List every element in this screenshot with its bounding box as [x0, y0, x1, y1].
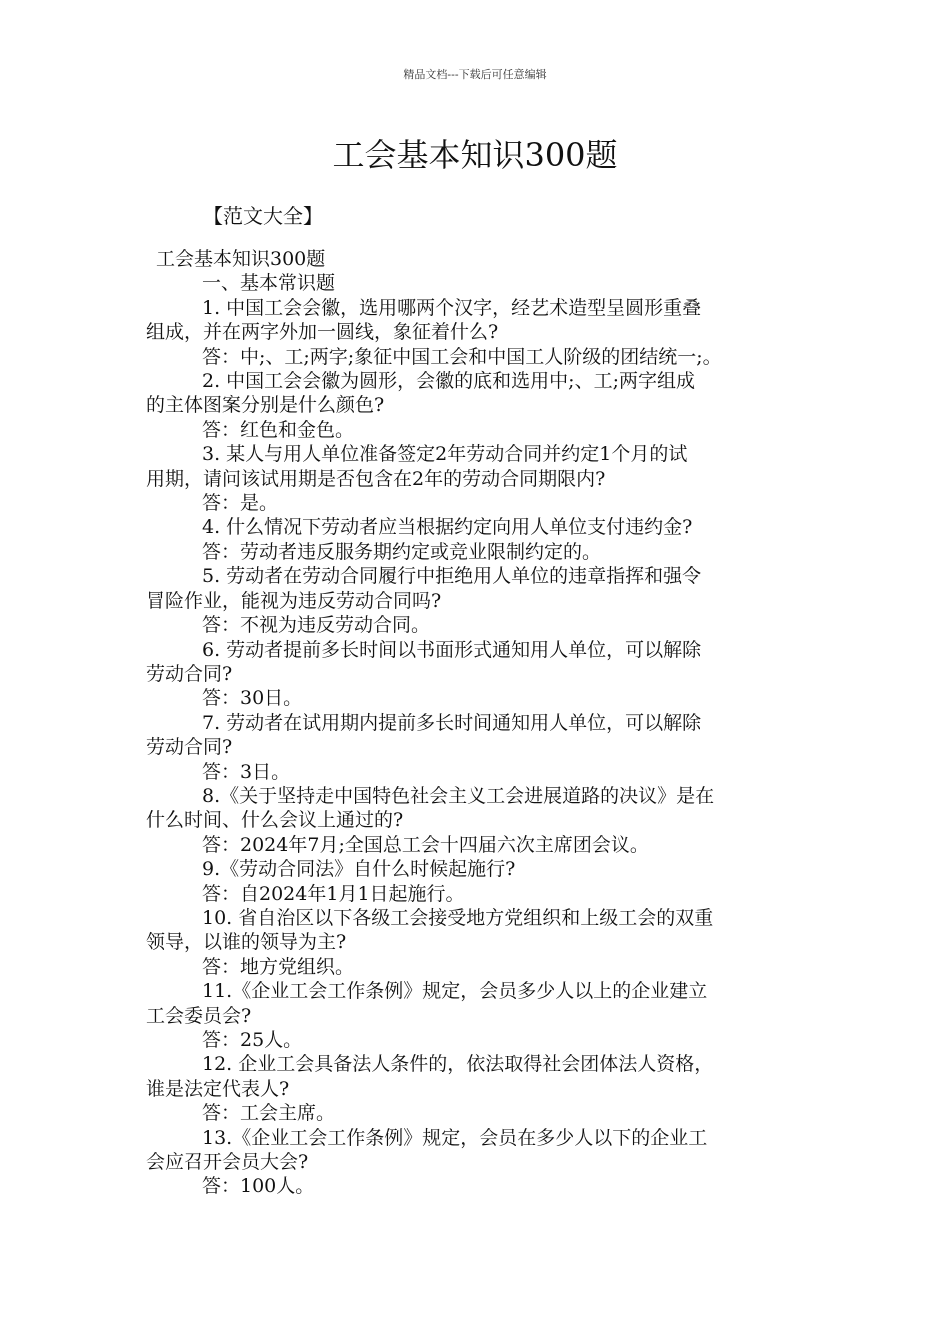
qa-item	[146, 564, 808, 637]
qa-list	[146, 296, 808, 1199]
question-line: 6. 劳动者提前多长时间以书面形式通知用人单位，可以解除	[202, 638, 702, 661]
document-title: 工会基本知识300题	[332, 136, 618, 174]
question-line: 3. 某人与用人单位准备签定2年劳动合同并约定1个月的试	[202, 443, 688, 466]
question-line: 劳动合同?	[146, 662, 233, 685]
qa-item	[146, 515, 808, 564]
question-line: 7. 劳动者在试用期内提前多长时间通知用人单位，可以解除	[202, 711, 702, 734]
question-line: 的主体图案分别是什么颜色?	[146, 394, 385, 417]
answer-line: 答：25人。	[202, 1029, 303, 1051]
answer-line: 答：不视为违反劳动合同。	[202, 614, 431, 637]
question-line: 2. 中国工会会徽为圆形，会徽的底和选用中;、工;两字组成	[202, 370, 695, 393]
question-line: 5. 劳动者在劳动合同履行中拒绝用人单位的违章指挥和强令	[202, 565, 702, 588]
question-line: 组成，并在两字外加一圆线，象征着什么?	[146, 321, 499, 344]
answer-line: 答：地方党组织。	[202, 955, 355, 978]
question-line: 谁是法定代表人?	[146, 1077, 290, 1100]
qa-item	[146, 1052, 808, 1125]
category-tag: 【范文大全】	[203, 204, 323, 228]
question-line: 4. 什么情况下劳动者应当根据约定向用人单位支付违约金?	[202, 516, 693, 539]
question-line: 9.《劳动合同法》自什么时候起施行?	[202, 858, 516, 881]
answer-line: 答：2024年7月;全国总工会十四届六次主席团会议。	[202, 833, 649, 856]
question-line: 冒险作业，能视为违反劳动合同吗?	[146, 589, 442, 612]
answer-line: 答：工会主席。	[202, 1102, 336, 1125]
qa-item	[146, 906, 808, 979]
answer-line: 答：是。	[202, 492, 279, 515]
qa-item	[146, 979, 808, 1052]
qa-item	[146, 638, 808, 711]
answer-line: 答：红色和金色。	[202, 418, 355, 441]
qa-item	[146, 296, 808, 369]
answer-line: 答：100人。	[202, 1175, 315, 1198]
section-heading: 一、基本常识题	[202, 272, 336, 295]
qa-item	[146, 369, 808, 442]
answer-line: 答：自2024年1月1日起施行。	[202, 882, 465, 905]
qa-item	[146, 711, 808, 784]
qa-item	[146, 857, 808, 906]
answer-line: 答：中;、工;两字;象征中国工会和中国工人阶级的团结统一;。	[202, 345, 722, 368]
question-line: 11.《企业工会工作条例》规定，会员多少人以上的企业建立	[202, 980, 708, 1003]
question-line: 13.《企业工会工作条例》规定，会员在多少人以下的企业工	[202, 1126, 708, 1149]
document-body	[146, 247, 808, 1199]
question-line: 用期，请问该试用期是否包含在2年的劳动合同期限内?	[146, 467, 606, 490]
question-line: 1. 中国工会会徽，选用哪两个汉字，经艺术造型呈圆形重叠	[202, 296, 702, 319]
question-line: 什么时间、什么会议上通过的?	[146, 809, 404, 832]
question-line: 会应召开会员大会?	[146, 1151, 309, 1174]
question-line: 8.《关于坚持走中国特色社会主义工会进展道路的决议》是在	[202, 784, 715, 807]
answer-line: 答：30日。	[202, 687, 303, 710]
qa-item	[146, 784, 808, 857]
header-note: 精品文档---下载后可任意编辑	[403, 68, 547, 81]
qa-item	[146, 1126, 808, 1199]
qa-item	[146, 442, 808, 515]
content-title: 工会基本知识300题	[156, 248, 326, 270]
question-line: 12. 企业工会具备法人条件的，依法取得社会团体法人资格，	[202, 1053, 714, 1076]
question-line: 领导，以谁的领导为主?	[146, 931, 347, 954]
answer-line: 答：劳动者违反服务期约定或竞业限制约定的。	[202, 540, 602, 563]
answer-line: 答：3日。	[202, 760, 291, 783]
question-line: 劳动合同?	[146, 736, 233, 759]
question-line: 工会委员会?	[146, 1004, 252, 1027]
question-line: 10. 省自治区以下各级工会接受地方党组织和上级工会的双重	[202, 906, 714, 929]
